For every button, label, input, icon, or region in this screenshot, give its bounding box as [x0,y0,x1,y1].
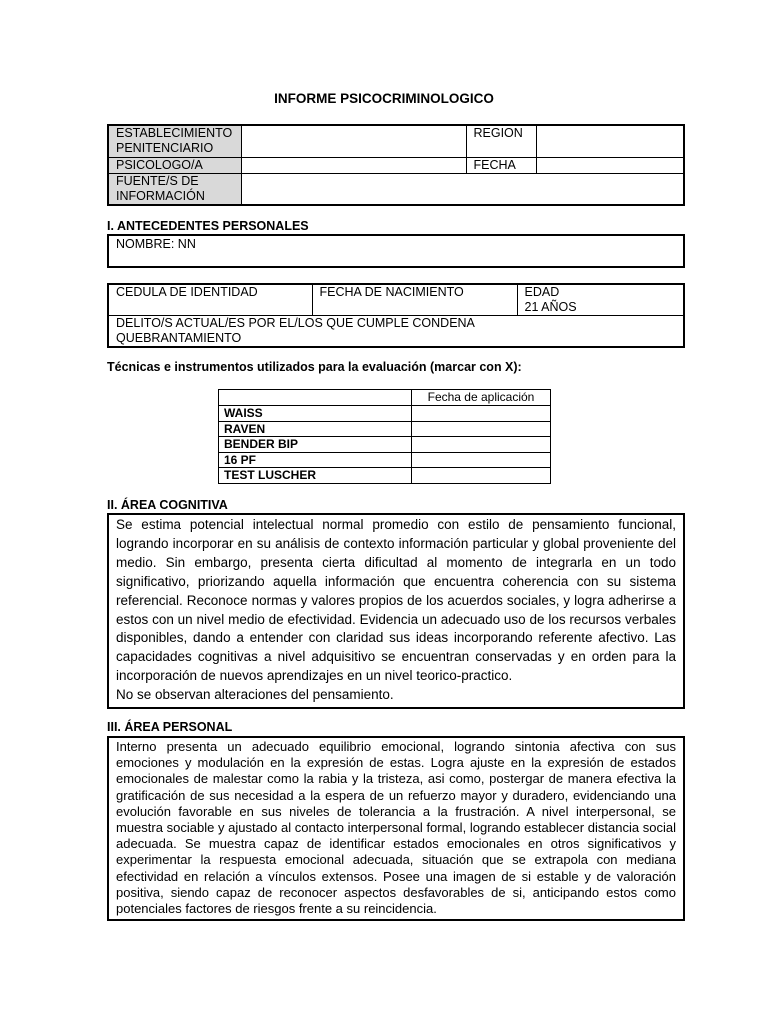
edad-value: 21 AÑOS [524,300,577,314]
technique-date[interactable] [412,421,551,437]
establecimiento-field[interactable] [241,125,466,157]
fuentes-label: FUENTE/S DE INFORMACIÓN [108,173,241,205]
techniques-heading: Técnicas e instrumentos utilizados para la evaluación (marcar con X): [107,360,522,374]
table-row [219,421,551,437]
techniques-table [218,389,551,484]
delito-label: DELITO/S ACTUAL/ES POR EL/LOS QUE CUMPLE CONDENA [116,316,475,330]
edad-cell [517,284,684,316]
region-field[interactable] [536,125,684,157]
cognitive-text-box [107,513,685,709]
section-1-heading: I. ANTECEDENTES PERSONALES [107,219,309,233]
edad-label: EDAD [524,285,560,299]
personal-data-table [107,283,685,348]
table-row [219,452,551,468]
fecha-label: FECHA [466,157,536,173]
page-title: INFORME PSICOCRIMINOLOGICO [274,91,494,106]
establecimiento-label: ESTABLECIMIENTO PENITENCIARIO [108,125,241,157]
technique-date[interactable] [412,437,551,453]
delito-cell [108,316,684,348]
technique-date[interactable] [412,406,551,422]
personal-text-box [107,736,685,921]
section-2-heading: II. ÁREA COGNITIVA [107,498,228,512]
technique-date[interactable] [412,452,551,468]
technique-name: 16 PF [219,452,412,468]
section-3-heading: III. ÁREA PERSONAL [107,720,233,734]
technique-name: WAISS [219,406,412,422]
technique-name: TEST LUSCHER [219,468,412,484]
technique-date[interactable] [412,468,551,484]
personal-paragraph: Interno presenta un adecuado equilibrio emocional, logrando sintonia afectiva con sus emociones y modulación en la expresión de estas. Logra ajuste en la expresión de estados emocionales de malestar como la rabia y la tristeza, asi como, postergar de manera efectiva la gratificación de sus necesidad a la espera de un refuerzo mayor y duradero, evidenciando una evolución favorable en sus niveles de tolerancia a la frustración. A nivel interpersonal, se muestra sociable y ajustado al contacto interpersonal formal, logrando establecer distancia social adecuada. Se muestra capaz de identificar estados emocionales en otros significativos y experimentar la respuesta emocional adecuada, situación que se extrapola con mediana efectividad en relación a vínculos extensos. Posee una imagen de si estable y de valoración positiva, siendo capaz de reconocer aspectos desfavorables de si, anticipando estos como potenciales factores de riesgos frente a su reincidencia. [116,739,676,917]
header-table [107,124,685,206]
fecha-aplicacion-header: Fecha de aplicación [412,390,551,406]
delito-value: QUEBRANTAMIENTO [116,331,242,345]
fecha-field[interactable] [536,157,684,173]
fecha-nacimiento-label: FECHA DE NACIMIENTO [312,284,517,316]
nombre-box[interactable] [107,234,685,268]
cognitive-paragraph: Se estima potencial intelectual normal promedio con estilo de pensamiento funcional, logrando incorporar en su análisis de contexto información particular y global proveniente del medio. Sin embargo, presenta cierta dificultad al momento de integrarla en un todo significativo, priorizando aquella información que encuentra coherencia con su sistema referencial. Reconoce normas y valores propios de los acuerdos sociales, y logra adherirse a estos con un nivel medio de efectividad. Evidencia un adecuado uso de los recursos verbales disponibles, dando a entender con claridad sus ideas incorporando referente afectivo. Las capacidades cognitivas a nivel adquisitivo se encuentran conservadas y en orden para la incorporación de nuevos aprendizajes en un nivel teorico-practico. [116,517,676,684]
table-row [219,406,551,422]
region-label: REGION [466,125,536,157]
psicologo-label: PSICOLOGO/A [108,157,241,173]
psicologo-field[interactable] [241,157,466,173]
cognitive-paragraph-2: No se observan alteraciones del pensamiento. [116,687,394,703]
technique-name: RAVEN [219,421,412,437]
cedula-label: CEDULA DE IDENTIDAD [108,284,312,316]
fuentes-field[interactable] [241,173,684,205]
techniques-header-blank [219,390,412,406]
table-row [219,437,551,453]
nombre-text: NOMBRE: NN [116,237,196,251]
table-row [219,468,551,484]
technique-name: BENDER BIP [219,437,412,453]
